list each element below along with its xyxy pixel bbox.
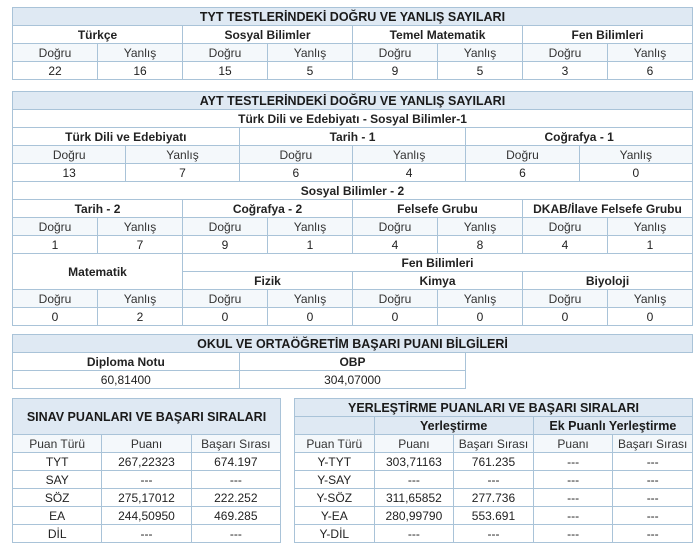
ayt-subject-cografya1: Coğrafya - 1 xyxy=(466,128,693,146)
puan-turu: Y-EA xyxy=(295,507,375,525)
yanlis-value: 1 xyxy=(268,236,353,254)
dogru-header: Doğru xyxy=(353,290,438,308)
table-row xyxy=(295,525,693,543)
puan-turu: TYT xyxy=(13,453,102,471)
yanlis-header: Yanlış xyxy=(579,146,692,164)
dogru-value: 9 xyxy=(183,236,268,254)
sira-value: 761.235 xyxy=(454,453,534,471)
sira-value: 277.736 xyxy=(454,489,534,507)
yanlis-value: 5 xyxy=(438,62,523,80)
dogru-header: Doğru xyxy=(183,290,268,308)
diploma-label: Diploma Notu xyxy=(13,353,240,371)
yerlestirme-table xyxy=(294,398,693,543)
ayt-subject-matematik: Matematik xyxy=(13,254,183,290)
dogru-value: 0 xyxy=(353,308,438,326)
table-row xyxy=(13,489,281,507)
okul-spacer xyxy=(466,353,693,371)
dogru-value: 15 xyxy=(183,62,268,80)
yanlis-value: 0 xyxy=(579,164,692,182)
dogru-value: 0 xyxy=(523,308,608,326)
dogru-value: 6 xyxy=(239,164,352,182)
table-row xyxy=(295,453,693,471)
yanlis-header: Yanlış xyxy=(438,44,523,62)
yer-header-sira: Başarı Sırası xyxy=(454,435,534,453)
yanlis-value: 1 xyxy=(608,236,693,254)
puan-turu: Y-TYT xyxy=(295,453,375,471)
yanlis-value: 7 xyxy=(98,236,183,254)
ek-header-puan: Puanı xyxy=(533,435,613,453)
table-row xyxy=(295,507,693,525)
yanlis-value: 8 xyxy=(438,236,523,254)
puan-value: 275,17012 xyxy=(102,489,191,507)
tyt-title: TYT TESTLERİNDEKİ DOĞRU VE YANLIŞ SAYILARI xyxy=(13,8,693,26)
dogru-header: Doğru xyxy=(353,218,438,236)
sinav-header-sira: Başarı Sırası xyxy=(191,435,280,453)
yanlis-value: 4 xyxy=(352,164,465,182)
tyt-results-table xyxy=(12,7,693,80)
sinav-header-puan: Puanı xyxy=(102,435,191,453)
diploma-value: 60,81400 xyxy=(13,371,240,389)
puan-value: --- xyxy=(102,471,191,489)
sinav-title: SINAV PUANLARI VE BAŞARI SIRALARI xyxy=(13,399,281,435)
ayt-subject-cografya2: Coğrafya - 2 xyxy=(183,200,353,218)
dogru-header: Doğru xyxy=(13,218,98,236)
table-row xyxy=(295,471,693,489)
ayt-title: AYT TESTLERİNDEKİ DOĞRU VE YANLIŞ SAYILARI xyxy=(13,92,693,110)
dogru-header: Doğru xyxy=(353,44,438,62)
ek-sira-value: --- xyxy=(613,525,693,543)
puan-value: --- xyxy=(374,471,454,489)
yanlis-header: Yanlış xyxy=(438,290,523,308)
table-row xyxy=(13,525,281,543)
puan-value: --- xyxy=(374,525,454,543)
yanlis-header: Yanlış xyxy=(352,146,465,164)
puan-value: 267,22323 xyxy=(102,453,191,471)
yanlis-header: Yanlış xyxy=(98,44,183,62)
sira-value: 553.691 xyxy=(454,507,534,525)
ek-puan-value: --- xyxy=(533,525,613,543)
yer-header-tur: Puan Türü xyxy=(295,435,375,453)
dogru-value: 9 xyxy=(353,62,438,80)
ek-puan-value: --- xyxy=(533,471,613,489)
puan-turu: Y-DİL xyxy=(295,525,375,543)
ayt-subject-fizik: Fizik xyxy=(183,272,353,290)
dogru-header: Doğru xyxy=(239,146,352,164)
yerlestirme-group: Yerleştirme xyxy=(374,417,533,435)
ayt-fen-title: Fen Bilimleri xyxy=(183,254,693,272)
ayt-results-table xyxy=(12,91,693,182)
tyt-subject-turkce: Türkçe xyxy=(13,26,183,44)
dogru-header: Doğru xyxy=(183,218,268,236)
yanlis-value: 2 xyxy=(98,308,183,326)
ayt-group1-title: Türk Dili ve Edebiyatı - Sosyal Bilimler-1 xyxy=(13,110,693,128)
dogru-header: Doğru xyxy=(523,290,608,308)
yanlis-header: Yanlış xyxy=(268,290,353,308)
ek-sira-value: --- xyxy=(613,453,693,471)
table-row xyxy=(13,507,281,525)
yanlis-header: Yanlış xyxy=(608,290,693,308)
yanlis-header: Yanlış xyxy=(608,44,693,62)
ayt-subject-edebiyat: Türk Dili ve Edebiyatı xyxy=(13,128,240,146)
dogru-header: Doğru xyxy=(466,146,579,164)
dogru-header: Doğru xyxy=(183,44,268,62)
okul-spacer xyxy=(466,371,693,389)
yanlis-value: 0 xyxy=(438,308,523,326)
ek-puan-value: --- xyxy=(533,453,613,471)
puan-value: --- xyxy=(102,525,191,543)
sira-value: 674.197 xyxy=(191,453,280,471)
ayt-mat-fen-table xyxy=(12,253,693,326)
puan-value: 280,99790 xyxy=(374,507,454,525)
dogru-header: Doğru xyxy=(13,44,98,62)
sira-value: 469.285 xyxy=(191,507,280,525)
dogru-value: 3 xyxy=(523,62,608,80)
dogru-header: Doğru xyxy=(523,218,608,236)
ayt-subject-tarih2: Tarih - 2 xyxy=(13,200,183,218)
sira-value: --- xyxy=(191,525,280,543)
tyt-subject-matematik: Temel Matematik xyxy=(353,26,523,44)
ek-sira-value: --- xyxy=(613,471,693,489)
puan-value: 311,65852 xyxy=(374,489,454,507)
puan-turu: SAY xyxy=(13,471,102,489)
yanlis-header: Yanlış xyxy=(608,218,693,236)
ayt-subject-tarih1: Tarih - 1 xyxy=(239,128,466,146)
okul-table xyxy=(12,334,693,389)
yanlis-value: 5 xyxy=(268,62,353,80)
yanlis-header: Yanlış xyxy=(268,44,353,62)
ek-header-sira: Başarı Sırası xyxy=(613,435,693,453)
dogru-value: 1 xyxy=(13,236,98,254)
table-row xyxy=(13,471,281,489)
sinav-header-tur: Puan Türü xyxy=(13,435,102,453)
ayt-subject-biyoloji: Biyoloji xyxy=(523,272,693,290)
tyt-subject-sosyal: Sosyal Bilimler xyxy=(183,26,353,44)
yer-header-puan: Puanı xyxy=(374,435,454,453)
puan-turu: EA xyxy=(13,507,102,525)
dogru-header: Doğru xyxy=(13,146,126,164)
puan-turu: Y-SÖZ xyxy=(295,489,375,507)
yanlis-header: Yanlış xyxy=(438,218,523,236)
dogru-value: 4 xyxy=(353,236,438,254)
dogru-value: 6 xyxy=(466,164,579,182)
ayt-sosyal2-table xyxy=(12,181,693,254)
yerlestirme-title: YERLEŞTİRME PUANLARI VE BAŞARI SIRALARI xyxy=(295,399,693,417)
dogru-value: 13 xyxy=(13,164,126,182)
sira-value: --- xyxy=(454,525,534,543)
dogru-value: 4 xyxy=(523,236,608,254)
ayt-group2-title: Sosyal Bilimler - 2 xyxy=(13,182,693,200)
yanlis-value: 0 xyxy=(268,308,353,326)
ek-puan-value: --- xyxy=(533,507,613,525)
ek-sira-value: --- xyxy=(613,489,693,507)
puan-turu: Y-SAY xyxy=(295,471,375,489)
puan-value: 244,50950 xyxy=(102,507,191,525)
yanlis-header: Yanlış xyxy=(98,290,183,308)
yanlis-value: 16 xyxy=(98,62,183,80)
sira-value: --- xyxy=(191,471,280,489)
yanlis-value: 0 xyxy=(608,308,693,326)
okul-title: OKUL VE ORTAÖĞRETİM BAŞARI PUANI BİLGİLERİ xyxy=(13,335,693,353)
sinav-table xyxy=(12,398,281,543)
dogru-value: 22 xyxy=(13,62,98,80)
tyt-subject-fen: Fen Bilimleri xyxy=(523,26,693,44)
puan-value: 303,71163 xyxy=(374,453,454,471)
table-row xyxy=(13,453,281,471)
puan-turu: DİL xyxy=(13,525,102,543)
dogru-header: Doğru xyxy=(523,44,608,62)
ek-puan-value: --- xyxy=(533,489,613,507)
puan-turu: SÖZ xyxy=(13,489,102,507)
sira-value: --- xyxy=(454,471,534,489)
dogru-value: 0 xyxy=(13,308,98,326)
yanlis-header: Yanlış xyxy=(268,218,353,236)
obp-value: 304,07000 xyxy=(239,371,466,389)
yanlis-header: Yanlış xyxy=(126,146,239,164)
sira-value: 222.252 xyxy=(191,489,280,507)
dogru-value: 0 xyxy=(183,308,268,326)
ayt-subject-kimya: Kimya xyxy=(353,272,523,290)
dogru-header: Doğru xyxy=(13,290,98,308)
table-row xyxy=(295,489,693,507)
yanlis-header: Yanlış xyxy=(98,218,183,236)
ek-sira-value: --- xyxy=(613,507,693,525)
yanlis-value: 6 xyxy=(608,62,693,80)
ek-puanli-group: Ek Puanlı Yerleştirme xyxy=(533,417,692,435)
obp-label: OBP xyxy=(239,353,466,371)
yanlis-value: 7 xyxy=(126,164,239,182)
ayt-subject-dkab: DKAB/İlave Felsefe Grubu xyxy=(523,200,693,218)
yerlestirme-corner xyxy=(295,417,375,435)
ayt-subject-felsefe: Felsefe Grubu xyxy=(353,200,523,218)
